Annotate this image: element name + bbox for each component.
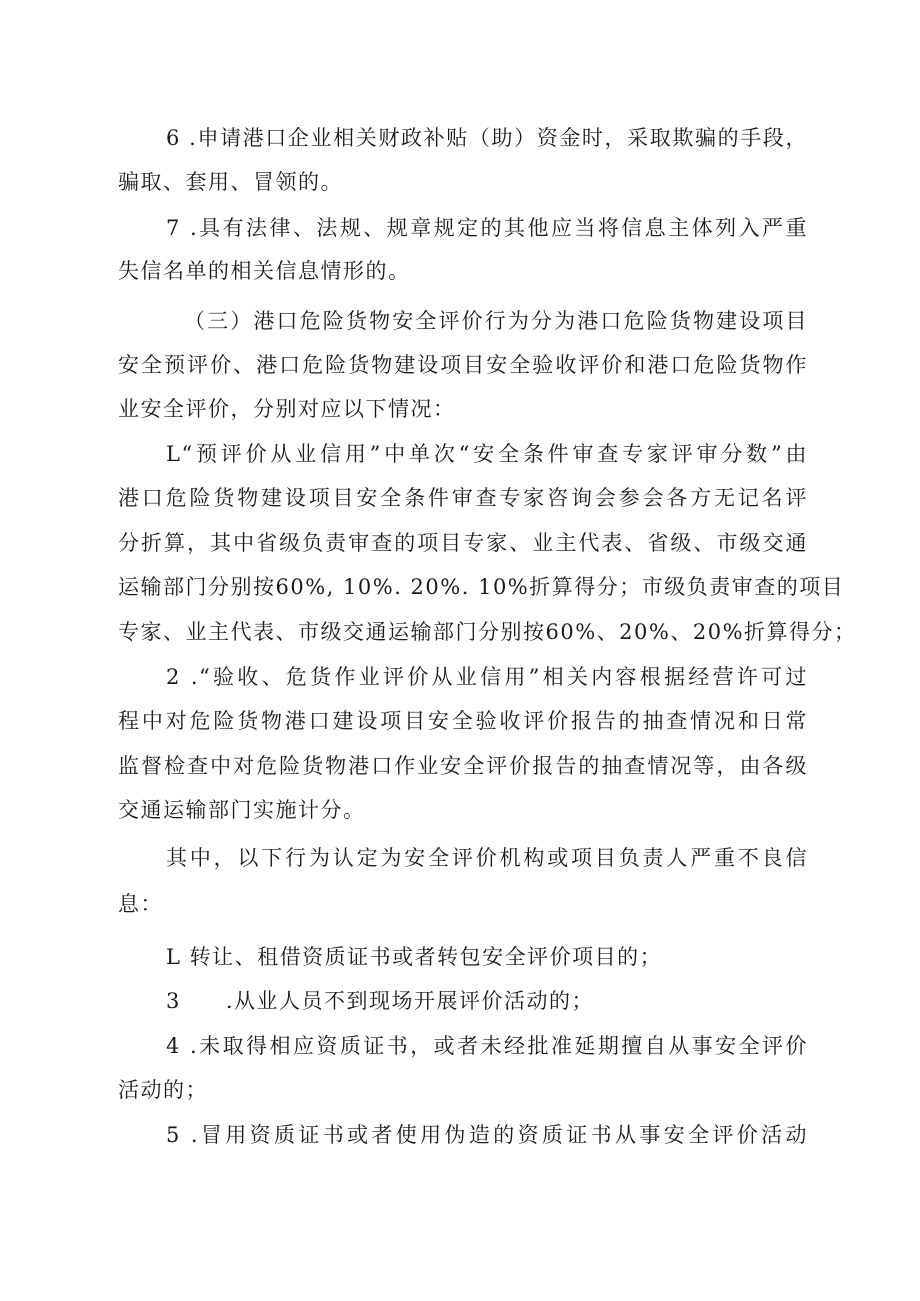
text-line: 交通运输部门实施计分。 bbox=[118, 798, 366, 822]
text-line: 监督检查中对危险货物港口作业安全评价报告的抽查情况等，由各级 bbox=[118, 754, 808, 778]
text-line: 6 .申请港口企业相关财政补贴（助）资金时，采取欺骗的手段， bbox=[166, 126, 808, 150]
text-line: （三）港口危险货物安全评价行为分为港口危险货物建设项目 bbox=[184, 309, 808, 333]
text-line: 3 .从业人员不到现场开展评价活动的； bbox=[166, 989, 595, 1013]
text-line: 7 .具有法律、法规、规章规定的其他应当将信息主体列入严重 bbox=[166, 216, 808, 240]
text-line: 其中，以下行为认定为安全评价机构或项目负责人严重不良信 bbox=[166, 846, 808, 870]
text-line: 安全预评价、港口危险货物建设项目安全验收评价和港口危险货物作 bbox=[118, 353, 808, 377]
text-line: 程中对危险货物港口建设项目安全验收评价报告的抽查情况和日常 bbox=[118, 709, 808, 733]
text-line: 4 .未取得相应资质证书，或者未经批准延期擅自从事安全评价 bbox=[166, 1034, 808, 1058]
text-line: 专家、业主代表、市级交通运输部门分别按60%、20%、20%折算得分； bbox=[118, 620, 857, 644]
text-line: 业安全评价，分别对应以下情况： bbox=[118, 397, 456, 421]
text-line: 息： bbox=[118, 892, 163, 916]
text-line: 分折算，其中省级负责审查的项目专家、业主代表、省级、市级交通 bbox=[118, 531, 808, 555]
text-line: 2 .“验收、危货作业评价从业信用”相关内容根据经营许可过 bbox=[166, 665, 808, 689]
text-line: 骗取、套用、冒领的。 bbox=[118, 170, 343, 194]
text-line: 活动的； bbox=[118, 1078, 208, 1102]
text-line: 港口危险货物建设项目安全条件审查专家咨询会参会各方无记名评 bbox=[118, 486, 808, 510]
text-line: L 转让、租借资质证书或者转包安全评价项目的； bbox=[166, 945, 663, 969]
text-line: 失信名单的相关信息情形的。 bbox=[118, 259, 411, 283]
text-line: L“预评价从业信用”中单次“安全条件审查专家评审分数”由 bbox=[166, 442, 808, 466]
text-line: 运输部门分别按60%, 10%. 20%. 10%折算得分；市级负责审查的项目 bbox=[118, 575, 845, 599]
text-line: 5 .冒用资质证书或者使用伪造的资质证书从事安全评价活动 bbox=[166, 1123, 808, 1147]
